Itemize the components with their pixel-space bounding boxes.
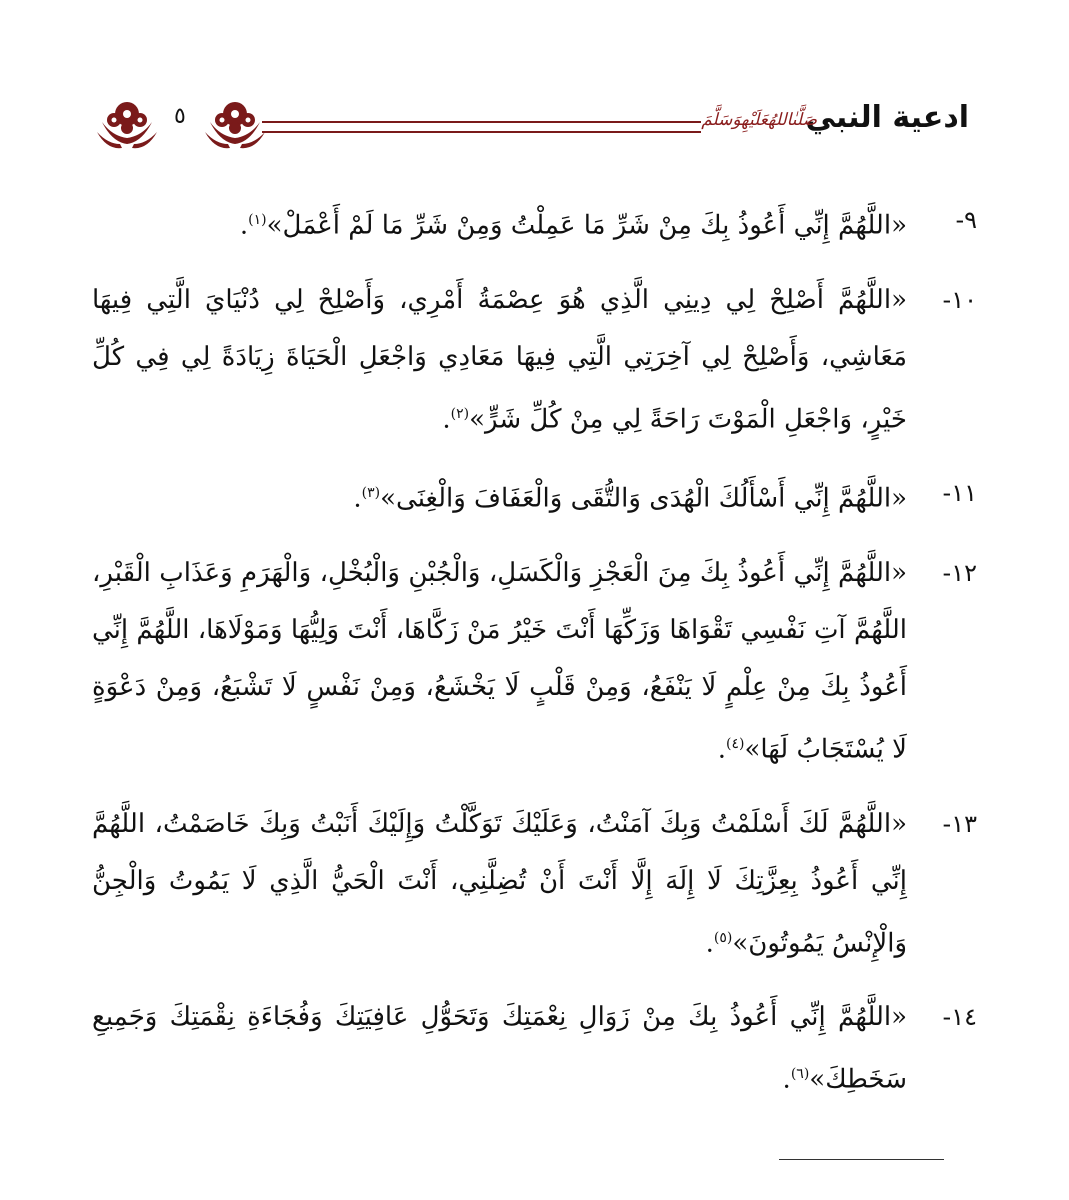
- dua-number: ١٣-: [942, 809, 977, 838]
- list-item: [92, 796, 977, 973]
- dua-number: ١١-: [942, 479, 977, 508]
- sentence-end: .: [239, 210, 249, 241]
- dua-text: «اللَّهُمَّ إِنِّي أَعُوذُ بِكَ مِنْ زَوَالِ نِعْمَتِكَ وَتَحَوُّلِ عَافِيَتِكَ وَفُجَاءَةِ نِقْمَتِكَ وَجَمِيعِ سَخَطِكَ»: [92, 1002, 907, 1095]
- list-item: [92, 272, 977, 449]
- dua-number: ١٢-: [942, 558, 977, 587]
- dua-text: «اللَّهُمَّ لَكَ أَسْلَمْتُ وَبِكَ آمَنْتُ، وَعَلَيْكَ تَوَكَّلْتُ وَإِلَيْكَ أَنَبْتُ وَبِكَ خَاصَمْتُ، اللَّهُمَّ إِنِّي أَعُوذُ بِعِزَّتِكَ لَا إِلَهَ إِلَّا أَنْتَ أَنْ تُضِلَّنِي، أَنْتَ الْحَيُّ الَّذِي لَا يَمُوتُ وَالْجِنُّ وَالْإِنْسُ يَمُوتُونَ»: [92, 808, 907, 959]
- header-divider: [262, 121, 701, 133]
- footnote-marker: (٣): [361, 485, 381, 502]
- footnote-divider: [779, 1159, 944, 1160]
- dua-text: «اللَّهُمَّ إِنِّي أَسْأَلُكَ الْهُدَى وَالتُّقَى وَالْعَفَافَ وَالْغِنَى»: [380, 483, 907, 514]
- footnote-marker: (٦): [790, 1066, 810, 1083]
- footnote-marker: (٢): [450, 405, 470, 422]
- sentence-end: .: [353, 483, 362, 514]
- book-title: ادعية النبي: [805, 100, 969, 135]
- dua-number: ٩-: [955, 206, 977, 234]
- dua-text: «اللَّهُمَّ إِنِّي أَعُوذُ بِكَ مِنَ الْعَجْزِ وَالْكَسَلِ، وَالْجُبْنِ وَالْبُخْلِ، وَالْهَرَمِ وَعَذَابِ الْقَبْرِ، اللَّهُمَّ آتِ نَفْسِي تَقْوَاهَا وَزَكِّهَا أَنْتَ خَيْرُ مَنْ زَكَّاهَا، أَنْتَ وَلِيُّهَا وَمَوْلَاهَا، اللَّهُمَّ إِنِّي أَعُوذُ بِكَ مِنْ عِلْمٍ لَا يَنْفَعُ، وَمِنْ قَلْبٍ لَا يَخْشَعُ، وَمِنْ نَفْسٍ لَا تَشْبَعُ، وَمِنْ دَعْوَةٍ لَا يُسْتَجَابُ لَهَا»: [92, 557, 907, 765]
- page-number: ٥: [174, 104, 186, 129]
- dua-text: «اللَّهُمَّ أَصْلِحْ لِي دِينِي الَّذِي هُوَ عِصْمَةُ أَمْرِي، وَأَصْلِحْ لِي دُنْيَايَ الَّتِي فِيهَا مَعَاشِي، وَأَصْلِحْ لِي آخِرَتِي الَّتِي فِيهَا مَعَادِي وَاجْعَلِ الْحَيَاةَ زِيَادَةً لِي فِي كُلِّ خَيْرٍ، وَاجْعَلِ الْمَوْتَ رَاحَةً لِي مِنْ كُلِّ شَرٍّ»: [92, 284, 907, 435]
- sentence-end: .: [782, 1064, 791, 1095]
- sentence-end: .: [705, 928, 714, 959]
- salutation-calligraphy: صَلَّىٰاللهُعَلَيْهِوَسَلَّمَ: [701, 110, 817, 130]
- floral-ornament-icon: [200, 92, 270, 152]
- footnote-marker: (٥): [713, 929, 733, 946]
- list-item: [92, 545, 977, 779]
- page-header: [92, 92, 969, 152]
- list-item: [92, 465, 977, 528]
- floral-ornament-icon: [92, 92, 162, 152]
- sentence-end: .: [717, 734, 726, 765]
- sentence-end: .: [442, 404, 451, 435]
- list-item: [92, 192, 977, 255]
- dua-text: «اللَّهُمَّ إِنِّي أَعُوذُ بِكَ مِنْ شَرِّ مَا عَمِلْتُ وَمِنْ شَرِّ مَا لَمْ أَعْمَلْ»: [266, 210, 907, 241]
- dua-number: ١٤-: [942, 1003, 977, 1032]
- list-item: [92, 989, 977, 1109]
- footnote-marker: (٤): [725, 735, 745, 752]
- dua-list: [92, 192, 977, 1109]
- dua-number: ١٠-: [942, 285, 977, 314]
- footnote-marker: (١): [248, 212, 267, 228]
